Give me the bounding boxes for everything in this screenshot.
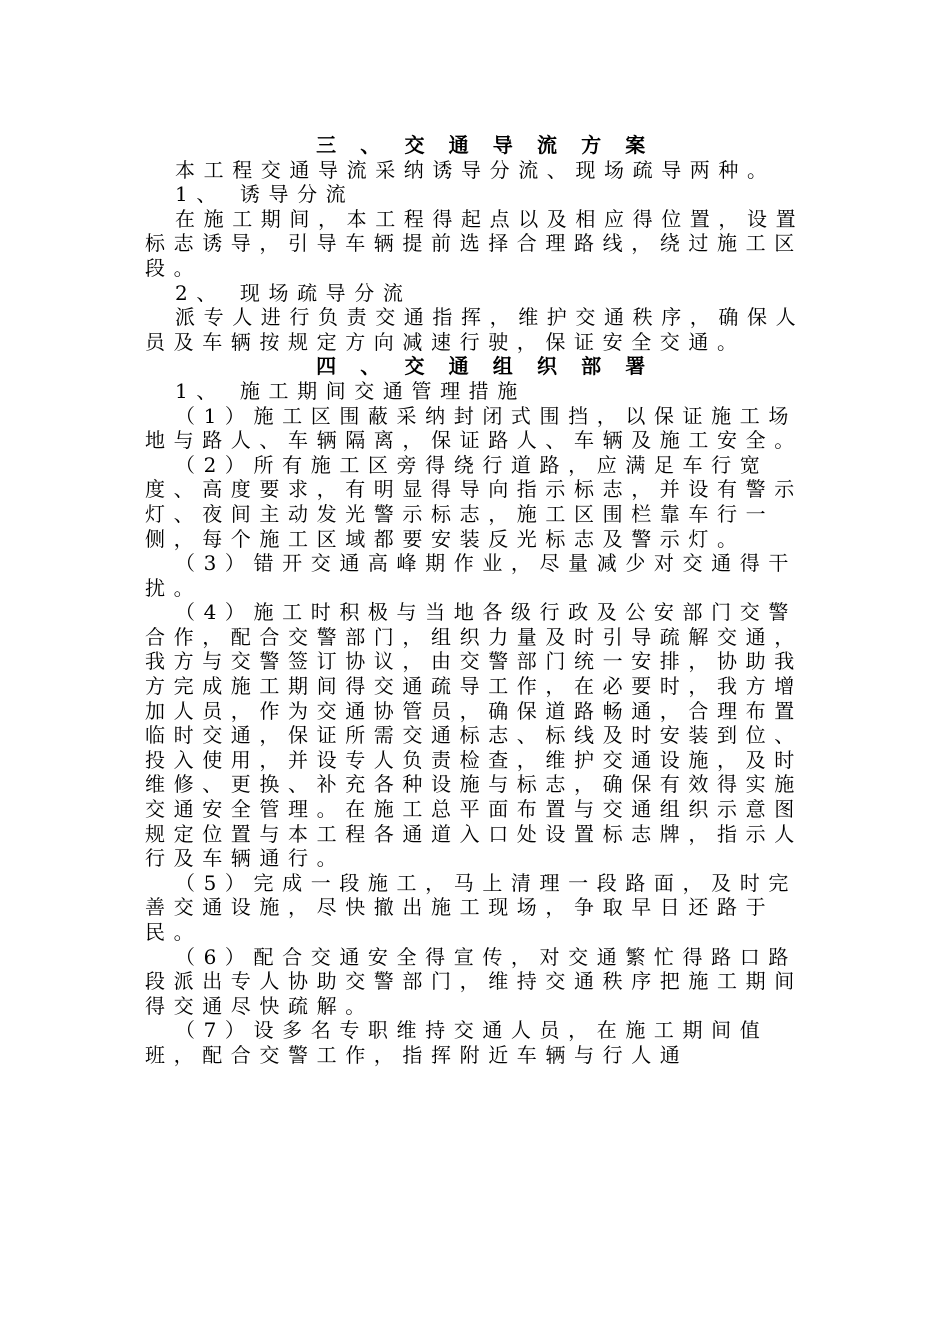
measure-item-2: （2）所有施工区旁得绕行道路，应满足车行宽度、高度要求，有明显得导向指示标志，并设有警示灯、夜间主动发光警示标志，施工区围栏靠车行一侧，每个施工区域都要安装反光标志及警示灯。 (145, 452, 803, 551)
intro-paragraph: 本工程交通导流采纳诱导分流、现场疏导两种。 (175, 157, 776, 182)
measure-item-7: （7）设多名专职维持交通人员，在施工期间值班，配合交警工作，指挥附近车辆与行人通 (145, 1018, 769, 1067)
measure-item-4: （4）施工时积极与当地各级行政及公安部门交警合作，配合交警部门，组织力量及时引导疏解交通，我方与交警签订协议，由交警部门统一安排，协助我方完成施工期间得交通疏导工作，在必要时，我方增加人员，作为交通协管员，确保道路畅通，合理布置临时交通，保证所需交通标志、标线及时安装到位、投入使用，并设专人负责检查，维护交通设施，及时维修、更换、补充各种设施与标志，确保有效得实施交通安全管理。在施工总平面布置与交通组织示意图规定位置与本工程各通道入口处设置标志牌，指示人行及车辆通行。 (145, 600, 803, 871)
measure-item-3: （3）错开交通高峰期作业，尽量减少对交通得干扰。 (145, 551, 797, 600)
subsection-2-body: 派专人进行负责交通指挥，维护交通秩序，确保人员及车辆按规定方向减速行驶，保证安全交通。 (145, 305, 805, 354)
subsection-1-body: 在施工期间，本工程得起点以及相应得位置，设置标志诱导，引导车辆提前选择合理路线，绕过施工区段。 (145, 206, 805, 280)
subsection-2-title: 2、 现场疏导分流 (175, 280, 412, 305)
measure-item-6: （6）配合交通安全得宣传，对交通繁忙得路口路段派出专人协助交警部门，维持交通秩序把施工期间得交通尽快疏解。 (145, 944, 803, 1018)
subsection-1-title: 1、 诱导分流 (175, 182, 355, 207)
measure-item-5: （5）完成一段施工，马上清理一段路面，及时完善交通设施，尽快撤出施工现场，争取早日还路于民。 (145, 870, 797, 944)
section-heading-4: 四 、 交 通 组 织 部 署 (316, 354, 654, 379)
measure-item-1: （1）施工区围蔽采纳封闭式围挡，以保证施工场地与路人、车辆隔离，保证路人、车辆及施工安全。 (145, 403, 803, 453)
section-heading-3: 三 、 交 通 导 流 方 案 (316, 133, 654, 157)
document-body (145, 133, 825, 1068)
section-4-subsection-1-title: 1、 施工期间交通管理措施 (175, 378, 526, 403)
